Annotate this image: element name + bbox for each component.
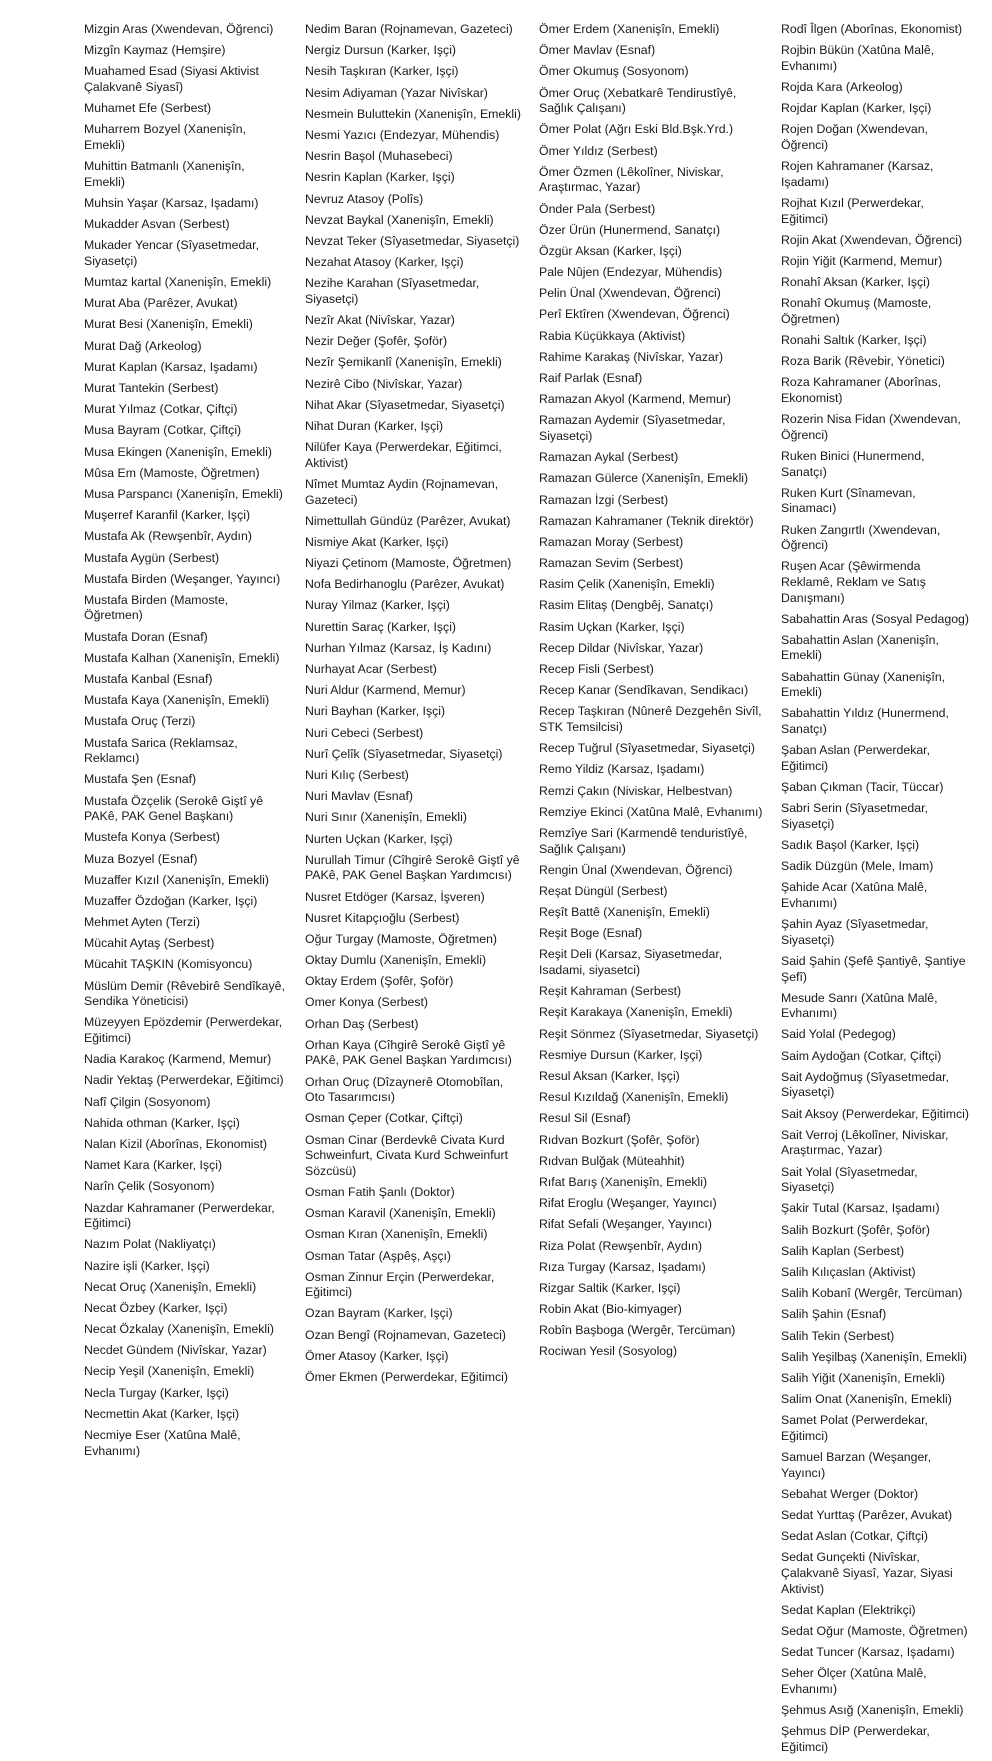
list-item: Rıdvan Bulğak (Müteahhit)	[539, 1153, 685, 1168]
list-item: Necdet Gündem (Nivîskar, Yazar)	[84, 1343, 267, 1358]
list-item: Nuri Mavlav (Esnaf)	[305, 789, 413, 804]
list-item: Mehmet Ayten (Terzi)	[84, 915, 200, 930]
list-item: Recep Tuğrul (Sîyasetmedar, Siyasetçi)	[539, 741, 755, 756]
list-item: Raif Parlak (Esnaf)	[539, 371, 643, 385]
list-item: Robîn Başboga (Wergêr, Tercüman)	[539, 1323, 736, 1338]
list-item: Osman Cinar (Berdevkê Civata Kurd Schweinfurt, Civata Kurd Schweinfurt Sözcüsü)	[305, 1132, 508, 1178]
list-item: Ömer Erdem (Xanenişîn, Emekli)	[539, 22, 720, 36]
list-item: Nezahat Atasoy (Karker, Işçi)	[305, 255, 464, 270]
list-item: Şakir Tutal (Karsaz, Işadamı)	[781, 1201, 940, 1216]
list-item: Musa Ekingen (Xanenişîn, Emekli)	[84, 444, 272, 459]
list-item: Murat Tantekin (Serbest)	[84, 381, 219, 395]
list-item: Mizgîn Kaymaz (Hemşire)	[84, 43, 226, 58]
list-item: Mûsa Em (Mamoste, Öğretmen)	[84, 465, 260, 480]
list-item: Necmettin Akat (Karker, Işçi)	[84, 1406, 240, 1421]
list-item: Nezîr Şemikanlî (Xanenişîn, Emekli)	[305, 355, 502, 370]
list-item: Nuri Bayhan (Karker, Işçi)	[305, 704, 446, 719]
list-item: Nismiye Akat (Karker, Işçi)	[305, 534, 449, 549]
list-item: Recep Dildar (Nivîskar, Yazar)	[539, 640, 704, 655]
list-item: Rizgar Saltik (Karker, Işçi)	[539, 1280, 681, 1295]
list-item: Salih Kılıçaslan (Aktivist)	[781, 1264, 916, 1279]
list-item: Rojbin Bükün (Xatûna Malê, Evhanımı)	[781, 43, 935, 73]
list-item: Sedat Yurttaş (Parêzer, Avukat)	[781, 1508, 953, 1522]
list-item: Osman Karavil (Xanenişîn, Emekli)	[305, 1206, 496, 1221]
list-item: Ömer Oruç (Xebatkarê Tendirustîyê, Sağlık Çalışanı)	[539, 85, 737, 116]
list-item: Sedat Aslan (Cotkar, Çiftçi)	[781, 1529, 928, 1544]
list-item: Oktay Erdem (Şofêr, Şoför)	[305, 974, 454, 989]
list-item: Ramazan Aykal (Serbest)	[539, 450, 679, 465]
list-item: Nurî Çelîk (Sîyasetmedar, Siyasetçi)	[305, 746, 503, 761]
list-item: Muhittin Batmanlı (Xanenişîn, Emekli)	[84, 159, 245, 189]
list-item: Riza Polat (Rewşenbîr, Aydın)	[539, 1238, 703, 1253]
list-item: Önder Pala (Serbest)	[539, 201, 656, 216]
list-item: Narîn Çelik (Sosyonom)	[84, 1179, 215, 1194]
list-item: Nesmi Yazıcı (Endezyar, Mühendis)	[305, 127, 500, 142]
list-item: Reşat Düngül (Serbest)	[539, 883, 668, 898]
list-item: Reşît Battê (Xanenişîn, Emekli)	[539, 905, 710, 920]
list-item: Mücahit Aytaş (Serbest)	[84, 936, 215, 951]
list-item: Şaban Çıkman (Tacir, Tüccar)	[781, 780, 944, 794]
list-item: Nazdar Kahramaner (Perwerdekar, Eğitimci)	[84, 1200, 275, 1231]
list-item: Necat Özkalay (Xanenişîn, Emekli)	[84, 1322, 274, 1337]
list-item: Nuri Sınır (Xanenişîn, Emekli)	[305, 810, 467, 825]
list-item: Nevruz Atasoy (Polîs)	[305, 191, 424, 206]
list-item: Şaban Aslan (Perwerdekar, Eğitimci)	[781, 743, 931, 773]
list-item: Rojhat Kızıl (Perwerdekar, Eğitimci)	[781, 195, 924, 226]
list-item: Nevzat Teker (Sîyasetmedar, Siyasetçi)	[305, 233, 520, 248]
list-item: Şehmus DİP (Perwerdekar, Eğitimci)	[781, 1724, 930, 1754]
list-item: Salih Bozkurt (Şofêr, Şoför)	[781, 1222, 930, 1237]
list-item: Müzeyyen Epözdemir (Perwerdekar, Eğitimci)	[84, 1015, 283, 1046]
list-item: Nesrin Başol (Muhasebeci)	[305, 149, 453, 164]
list-item: Necat Özbey (Karker, Işçi)	[84, 1300, 228, 1315]
list-item: Mustafa Sarica (Reklamsaz, Reklamcı)	[84, 735, 238, 766]
list-item: Özer Ürün (Hunermend, Sanatçı)	[539, 222, 721, 237]
list-item: Mustafa Kalhan (Xanenişîn, Emekli)	[84, 650, 280, 665]
column-4	[781, 22, 973, 1761]
list-item: Recep Fisli (Serbest)	[539, 662, 654, 677]
list-item: Ronahi Saltık (Karker, Işçi)	[781, 333, 927, 348]
list-item: Nezir Değer (Şofêr, Şoför)	[305, 334, 448, 349]
list-item: Sait Aksoy (Perwerdekar, Eğitimci)	[781, 1106, 969, 1121]
list-item: Sadık Başol (Karker, Işçi)	[781, 837, 920, 852]
list-item: Nihat Duran (Karker, Işçi)	[305, 418, 444, 433]
list-item: Ruken Zangırtlı (Xwendevan, Öğrenci)	[781, 522, 941, 553]
list-item: Osman Fatih Şanlı (Doktor)	[305, 1184, 455, 1199]
list-item: Remo Yildiz (Karsaz, Işadamı)	[539, 762, 705, 777]
list-item: Mustafa Özçelik (Serokê Giştî yê PAKê, PAK Genel Başkanı)	[84, 793, 264, 824]
list-item: Said Yolal (Pedegog)	[781, 1027, 896, 1042]
list-item: Mukader Yencar (Sîyasetmedar, Siyasetçi)	[84, 238, 259, 268]
list-item: Ramazan Gülerce (Xanenişîn, Emekli)	[539, 471, 749, 486]
list-item: Nuray Yilmaz (Karker, Işçi)	[305, 598, 450, 613]
list-item: Muşerref Karanfil (Karker, Işçi)	[84, 508, 251, 523]
list-item: Rıza Turgay (Karsaz, Işadamı)	[539, 1259, 706, 1274]
list-item: Ruken Binici (Hunermend, Sanatçı)	[781, 448, 925, 479]
list-item: Nihat Akar (Sîyasetmedar, Siyasetçi)	[305, 397, 505, 412]
column-1	[84, 22, 289, 1465]
list-item: Resul Kızıldağ (Xanenişîn, Emekli)	[539, 1090, 729, 1105]
list-item: Rociwan Yesil (Sosyolog)	[539, 1344, 678, 1359]
list-item: Remzi Çakın (Niviskar, Helbestvan)	[539, 783, 733, 798]
list-item: Sebahat Werger (Doktor)	[781, 1486, 919, 1501]
list-item: Nadia Karakoç (Karmend, Memur)	[84, 1052, 272, 1067]
list-item: Nîmet Mumtaz Aydin (Rojnamevan, Gazeteci)	[305, 476, 499, 507]
list-item: Nezîr Akat (Nivîskar, Yazar)	[305, 313, 455, 328]
list-item: Salih Kaplan (Serbest)	[781, 1243, 905, 1258]
list-item: Musa Bayram (Cotkar, Çiftçi)	[84, 423, 242, 438]
list-item: Rojen Doğan (Xwendevan, Öğrenci)	[781, 122, 928, 152]
list-item: Ramazan Kahramaner (Teknik direktör)	[539, 513, 754, 528]
list-item: Rifat Sefali (Weşanger, Yayıncı)	[539, 1217, 712, 1232]
list-item: Sait Aydoğmuş (Sîyasetmedar, Siyasetçi)	[781, 1069, 949, 1100]
list-item: Ruken Kurt (Sînamevan, Sinamacı)	[781, 485, 916, 516]
list-item: Ömer Ekmen (Perwerdekar, Eğitimci)	[305, 1370, 508, 1385]
list-item: Mustafa Kaya (Xanenişîn, Emekli)	[84, 693, 270, 708]
list-item: Salih Yiğit (Xanenişîn, Emekli)	[781, 1370, 946, 1385]
list-item: Ramazan Akyol (Karmend, Memur)	[539, 392, 732, 407]
list-item: Nevzat Baykal (Xanenişîn, Emekli)	[305, 212, 494, 227]
list-item: Salih Yeşilbaş (Xanenişîn, Emekli)	[781, 1349, 967, 1364]
list-item: Nurettin Saraç (Karker, Işçi)	[305, 619, 457, 634]
list-item: Ramazan Sevim (Serbest)	[539, 556, 684, 571]
list-item: Nezirê Cibo (Nivîskar, Yazar)	[305, 376, 463, 391]
list-item: Ömer Mavlav (Esnaf)	[539, 43, 656, 58]
list-item: Ömer Polat (Ağrı Eski Bld.Bşk.Yrd.)	[539, 122, 734, 137]
list-item: Reşit Karakaya (Xanenişîn, Emekli)	[539, 1005, 733, 1020]
list-item: Muahamed Esad (Siyasi Aktivist Çalakvanê Siyasî)	[84, 64, 259, 94]
list-item: Mustafa Oruç (Terzi)	[84, 714, 196, 729]
list-item: Mesude Sanrı (Xatûna Malê, Evhanımı)	[781, 990, 938, 1021]
list-item: Nedim Baran (Rojnamevan, Gazeteci)	[305, 22, 513, 36]
list-item: Samet Polat (Perwerdekar, Eğitimci)	[781, 1413, 928, 1443]
list-item: Orhan Daş (Serbest)	[305, 1016, 419, 1031]
list-item: Perî Ektîren (Xwendevan, Öğrenci)	[539, 307, 730, 322]
list-item: Namet Kara (Karker, Işçi)	[84, 1158, 223, 1173]
list-item: Pale Nûjen (Endezyar, Mühendis)	[539, 265, 723, 280]
list-item: Osman Tatar (Aşpêş, Aşçı)	[305, 1248, 452, 1263]
list-item: Muhsin Yaşar (Karsaz, Işadamı)	[84, 195, 259, 210]
list-item: Nusret Etdöger (Karsaz, İşveren)	[305, 889, 485, 904]
list-item: Orhan Kaya (Cîhgirê Serokê Giştî yê PAKê, PAK Genel Başkan Yardımcısı)	[305, 1037, 512, 1068]
list-item: Nuri Aldur (Karmend, Memur)	[305, 683, 466, 698]
list-item: Ronahî Okumuş (Mamoste, Öğretmen)	[781, 296, 932, 326]
list-item: Nesih Taşkıran (Karker, Işçi)	[305, 64, 459, 79]
list-item: Ömer Okumuş (Sosyonom)	[539, 64, 689, 79]
list-item: Musa Parspancı (Xanenişîn, Emekli)	[84, 486, 283, 501]
list-item: Nesim Adiyaman (Yazar Nivîskar)	[305, 85, 488, 100]
list-item: Resul Aksan (Karker, Işçi)	[539, 1069, 680, 1083]
list-item: Sabahattin Aslan (Xanenişîn, Emekli)	[781, 632, 939, 663]
list-item: Ömer Özmen (Lêkolîner, Niviskar, Araştırmac, Yazar)	[539, 164, 724, 195]
list-item: Mustafa Ak (Rewşenbîr, Aydın)	[84, 529, 252, 544]
list-item: Muzaffer Özdoğan (Karker, Işçi)	[84, 893, 258, 908]
list-item: Rojin Akat (Xwendevan, Öğrenci)	[781, 232, 963, 247]
list-item: Osman Zinnur Erçin (Perwerdekar, Eğitimci)	[305, 1269, 495, 1300]
list-item: Sabahattin Aras (Sosyal Pedagog)	[781, 611, 969, 626]
list-item: Nadir Yektaş (Perwerdekar, Eğitimci)	[84, 1073, 284, 1088]
list-item: Şahin Ayaz (Sîyasetmedar, Siyasetçi)	[781, 917, 929, 947]
list-item: Murat Besi (Xanenişîn, Emekli)	[84, 317, 253, 332]
list-item: Rojdar Kaplan (Karker, Işçi)	[781, 101, 932, 116]
list-item: Osman Kıran (Xanenişîn, Emekli)	[305, 1227, 488, 1242]
list-item: Nezihe Karahan (Sîyasetmedar, Siyasetçi)	[305, 276, 480, 306]
list-item: Reşit Kahraman (Serbest)	[539, 984, 682, 999]
column-2	[305, 22, 523, 1391]
list-item: Sait Yolal (Sîyasetmedar, Siyasetçi)	[781, 1164, 918, 1195]
list-item: Şehmus Asığ (Xanenişîn, Emekli)	[781, 1703, 964, 1718]
list-item: Sait Verroj (Lêkolîner, Niviskar, Araştırmac, Yazar)	[781, 1127, 949, 1158]
column-3	[539, 22, 765, 1366]
list-item: Nergiz Dursun (Karker, Işçi)	[305, 43, 457, 58]
list-item: Ruşen Acar (Şêwirmenda Reklamê, Reklam ve Satış Danışmanı)	[781, 559, 926, 605]
list-item: Sabahattin Yıldız (Hunermend, Sanatçı)	[781, 706, 949, 737]
list-item: Orhan Oruç (Dîzaynerê Otomobîlan, Oto Tasarımcısı)	[305, 1074, 504, 1105]
list-item: Nuri Cebeci (Serbest)	[305, 725, 424, 740]
columns-container	[84, 22, 974, 1761]
list-item: Ömer Atasoy (Karker, Işçi)	[305, 1348, 449, 1363]
list-item: Necmiye Eser (Xatûna Malê, Evhanımı)	[84, 1428, 241, 1458]
list-item: Özgür Aksan (Karker, Işçi)	[539, 243, 682, 258]
list-item: Rasim Çelik (Xanenişîn, Emekli)	[539, 577, 715, 592]
list-item: Mustafa Doran (Esnaf)	[84, 629, 208, 644]
list-item: Sabahattin Günay (Xanenişîn, Emekli)	[781, 669, 946, 700]
list-item: Nuri Kılıç (Serbest)	[305, 767, 409, 782]
list-item: Sadik Düzgün (Mele, Imam)	[781, 859, 934, 874]
list-item: Mücahit TAŞKIN (Komisyoncu)	[84, 957, 253, 972]
list-item: Nofa Bedirhanoglu (Parêzer, Avukat)	[305, 577, 505, 592]
list-item: Ozan Bengî (Rojnamevan, Gazeteci)	[305, 1327, 506, 1342]
list-item: Remziye Ekinci (Xatûna Malê, Evhanımı)	[539, 804, 763, 819]
list-item: Muza Bozyel (Esnaf)	[84, 851, 198, 866]
list-item: Murat Aba (Parêzer, Avukat)	[84, 296, 238, 311]
list-item: Sedat Kaplan (Elektrikçi)	[781, 1602, 916, 1617]
list-item: Sedat Tuncer (Karsaz, Işadamı)	[781, 1645, 955, 1660]
list-item: Şahide Acar (Xatûna Malê, Evhanımı)	[781, 880, 928, 910]
list-item: Müslüm Demir (Rêvebirê Sendîkayê, Sendika Yöneticisi)	[84, 978, 285, 1009]
list-item: Reşit Deli (Karsaz, Siyasetmedar, Isadami, siyasetci)	[539, 947, 723, 978]
list-item: Nalan Kizil (Aborînas, Ekonomist)	[84, 1136, 268, 1151]
list-item: Ömer Yıldız (Serbest)	[539, 143, 658, 158]
list-item: Samuel Barzan (Weşanger, Yayıncı)	[781, 1450, 932, 1480]
list-item: Reşit Sönmez (Sîyasetmedar, Siyasetçi)	[539, 1026, 759, 1041]
list-item: Nilüfer Kaya (Perwerdekar, Eğitimci, Aktivist)	[305, 440, 502, 470]
list-item: Nazire işli (Karker, Işçi)	[84, 1258, 210, 1273]
list-item: Muhamet Efe (Serbest)	[84, 101, 212, 116]
list-item: Mustefa Konya (Serbest)	[84, 830, 221, 845]
list-item: Salim Onat (Xanenişîn, Emekli)	[781, 1392, 952, 1407]
list-item: Rozerin Nisa Fidan (Xwendevan, Öğrenci)	[781, 412, 961, 442]
list-item: Nahida othman (Karker, Işçi)	[84, 1115, 240, 1130]
list-item: Said Şahin (Şefê Şantiyê, Şantiye Şefî)	[781, 953, 966, 984]
list-item: Mustafa Birden (Weşanger, Yayıncı)	[84, 571, 281, 586]
list-item: Omer Konya (Serbest)	[305, 995, 429, 1010]
list-item: Seher Ölçer (Xatûna Malê, Evhanımı)	[781, 1666, 927, 1696]
list-item: Nafî Çilgin (Sosyonom)	[84, 1094, 211, 1109]
list-item: Nusret Kitapçıoğlu (Serbest)	[305, 910, 460, 925]
list-item: Nesmein Buluttekin (Xanenişîn, Emekli)	[305, 106, 521, 121]
list-item: Mumtaz kartal (Xanenişîn, Emekli)	[84, 275, 272, 290]
list-item: Rojin Yiğit (Karmend, Memur)	[781, 253, 943, 268]
list-item: Rodî Îlgen (Aborînas, Ekonomist)	[781, 22, 963, 36]
list-item: Nazım Polat (Nakliyatçı)	[84, 1237, 216, 1252]
list-item: Nurhan Yılmaz (Karsaz, İş Kadını)	[305, 640, 492, 655]
list-item: Nurten Uçkan (Karker, Işçi)	[305, 831, 453, 846]
list-item: Ramazan Moray (Serbest)	[539, 534, 684, 549]
list-item: Mustafa Şen (Esnaf)	[84, 772, 197, 787]
list-item: Ramazan İzgi (Serbest)	[539, 492, 669, 507]
list-item: Sedat Oğur (Mamoste, Öğretmen)	[781, 1623, 968, 1638]
list-item: Salih Tekin (Serbest)	[781, 1328, 895, 1343]
list-item: Rasim Elitaş (Dengbêj, Sanatçı)	[539, 598, 714, 613]
list-item: Rojda Kara (Arkeolog)	[781, 79, 903, 94]
list-item: Rojen Kahramaner (Karsaz, Işadamı)	[781, 159, 934, 189]
list-item: Oktay Dumlu (Xanenişîn, Emekli)	[305, 953, 487, 968]
list-item: Oğur Turgay (Mamoste, Öğretmen)	[305, 931, 498, 946]
list-item: Necla Turgay (Karker, Işçi)	[84, 1385, 229, 1400]
list-item: Nurullah Timur (Cîhgirê Serokê Giştî yê PAKê, PAK Genel Başkan Yardımcısı)	[305, 852, 520, 883]
list-item: Reşit Boge (Esnaf)	[539, 926, 643, 941]
list-item: Saim Aydoğan (Cotkar, Çiftçi)	[781, 1048, 942, 1063]
list-item: Mizgin Aras (Xwendevan, Öğrenci)	[84, 22, 274, 36]
list-item: Rengin Ünal (Xwendevan, Öğrenci)	[539, 862, 733, 877]
list-item: Robin Akat (Bio-kimyager)	[539, 1302, 682, 1317]
list-item: Mustafa Birden (Mamoste, Öğretmen)	[84, 592, 229, 623]
list-item: Rıfat Barış (Xanenişîn, Emekli)	[539, 1174, 708, 1189]
list-item: Murat Yılmaz (Cotkar, Çiftçi)	[84, 402, 238, 417]
list-item: Muzaffer Kızıl (Xanenişîn, Emekli)	[84, 872, 269, 887]
list-item: Recep Kanar (Sendîkavan, Sendikacı)	[539, 683, 749, 698]
list-item: Muharrem Bozyel (Xanenişîn, Emekli)	[84, 122, 246, 152]
list-item: Mukadder Asvan (Serbest)	[84, 217, 230, 232]
list-item: Nurhayat Acar (Serbest)	[305, 662, 437, 677]
list-item: Murat Dağ (Arkeolog)	[84, 338, 202, 353]
list-item: Nimettullah Gündüz (Parêzer, Avukat)	[305, 513, 511, 528]
list-item: Necat Oruç (Xanenişîn, Emekli)	[84, 1279, 257, 1294]
list-item: Rifat Eroglu (Weşanger, Yayıncı)	[539, 1196, 717, 1211]
list-item: Salih Kobanî (Wergêr, Tercüman)	[781, 1286, 963, 1301]
list-item: Ozan Bayram (Karker, Işçi)	[305, 1306, 453, 1321]
list-item: Resul Sil (Esnaf)	[539, 1111, 631, 1126]
list-item: Mustafa Kanbal (Esnaf)	[84, 672, 213, 687]
list-item: Necip Yeşil (Xanenişîn, Emekli)	[84, 1364, 255, 1379]
list-item: Ronahî Aksan (Karker, Işçi)	[781, 275, 930, 290]
list-item: Rasim Uçkan (Karker, Işçi)	[539, 619, 685, 634]
list-item: Rahime Karakaş (Nivîskar, Yazar)	[539, 349, 724, 364]
list-item: Sedat Gunçekti (Nivîskar, Çalakvanê Siyasî, Yazar, Siyasi Aktivist)	[781, 1550, 953, 1596]
list-item: Murat Kaplan (Karsaz, Işadamı)	[84, 359, 258, 374]
list-item: Roza Barik (Rêvebir, Yönetici)	[781, 354, 945, 369]
list-item: Recep Taşkıran (Nûnerê Dezgehên Sivîl, STK Temsilcisi)	[539, 704, 762, 734]
list-item: Resmiye Dursun (Karker, Işçi)	[539, 1047, 703, 1062]
list-item: Pelin Ünal (Xwendevan, Öğrenci)	[539, 286, 721, 301]
list-item: Osman Çeper (Cotkar, Çiftçi)	[305, 1111, 463, 1126]
list-item: Nesrin Kaplan (Karker, Işçi)	[305, 170, 455, 185]
list-item: Ramazan Aydemir (Sîyasetmedar, Siyasetçi)	[539, 413, 726, 443]
list-item: Rıdvan Bozkurt (Şofêr, Şoför)	[539, 1132, 700, 1147]
list-item: Remzîye Sari (Karmendê tenduristîyê, Sağlık Çalışanı)	[539, 825, 748, 856]
list-item: Rabia Küçükkaya (Aktivist)	[539, 328, 686, 343]
list-item: Sabri Serin (Sîyasetmedar, Siyasetçi)	[781, 801, 928, 831]
list-item: Niyazi Çetinom (Mamoste, Öğretmen)	[305, 556, 512, 571]
list-item: Salih Şahin (Esnaf)	[781, 1307, 887, 1322]
list-item: Roza Kahramaner (Aborînas, Ekonomist)	[781, 375, 941, 405]
list-item: Mustafa Aygün (Serbest)	[84, 550, 220, 565]
